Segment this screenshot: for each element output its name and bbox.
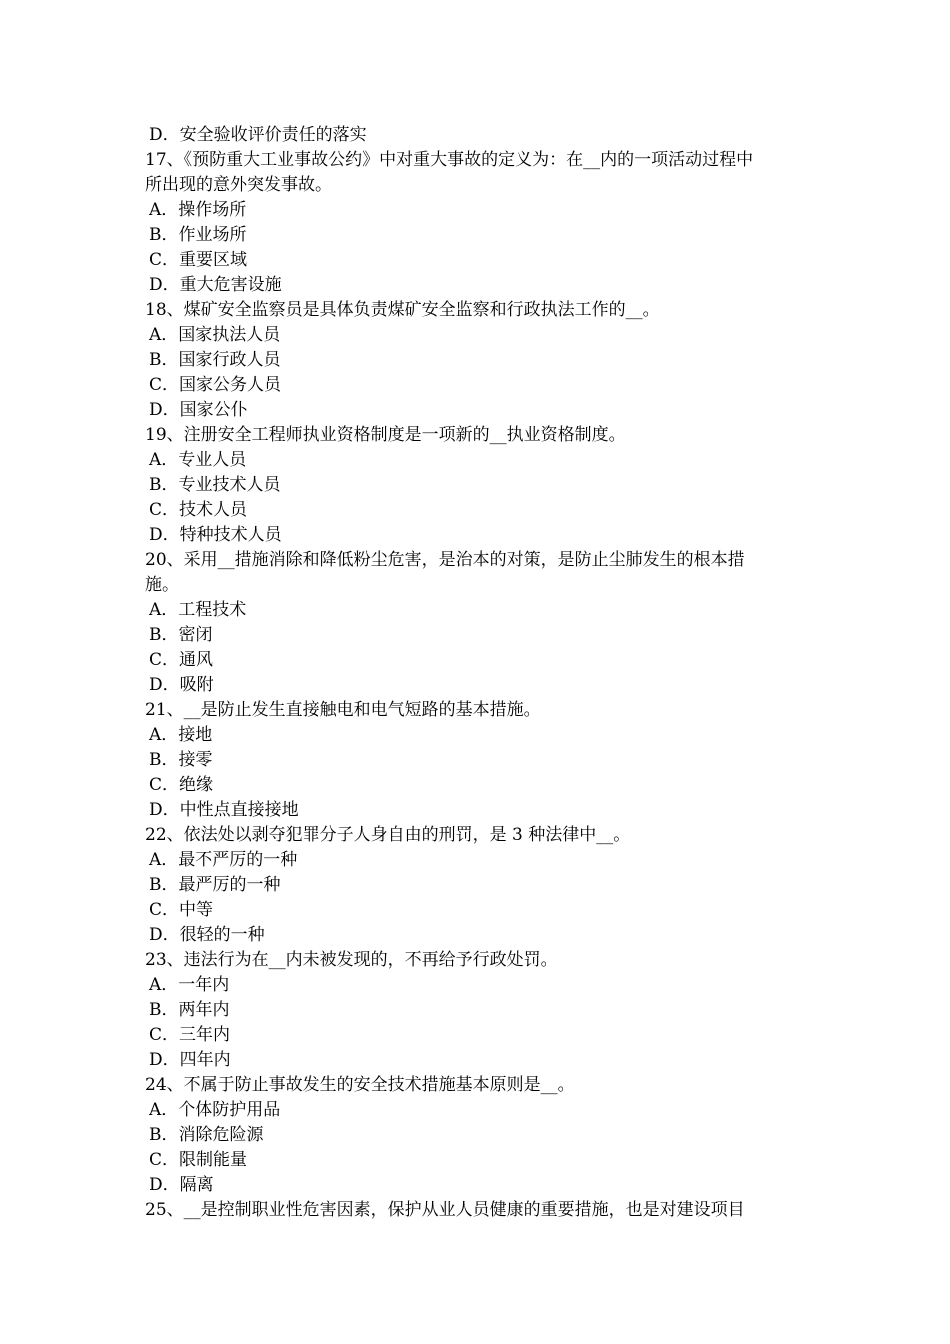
answer-option-line: B．两年内	[149, 1000, 230, 1020]
answer-option-line: D．特种技术人员	[149, 525, 282, 545]
answer-option-line: A．国家执法人员	[149, 325, 281, 345]
answer-option-line: D．很轻的一种	[149, 925, 265, 945]
answer-option-line: C．三年内	[149, 1025, 231, 1045]
answer-option-line: A．最不严厉的一种	[149, 850, 298, 870]
answer-option-line: A．接地	[149, 725, 213, 745]
answer-option-line: B．专业技术人员	[149, 475, 281, 495]
question-text-line: 22、依法处以剥夺犯罪分子人身自由的刑罚，是 3 种法律中__。	[145, 825, 631, 845]
question-text-line: 21、__是防止发生直接触电和电气短路的基本措施。	[145, 700, 541, 720]
question-text-line: 23、违法行为在__内未被发现的，不再给予行政处罚。	[145, 950, 558, 970]
answer-option-line: A．个体防护用品	[149, 1100, 281, 1120]
answer-option-line: A．工程技术	[149, 600, 247, 620]
answer-option-line: B．最严厉的一种	[149, 875, 281, 895]
question-text-line: 20、采用__措施消除和降低粉尘危害，是治本的对策，是防止尘肺发生的根本措	[145, 550, 745, 570]
answer-option-line: B．密闭	[149, 625, 213, 645]
answer-option-line: B．消除危险源	[149, 1125, 264, 1145]
answer-option-line: D．重大危害设施	[149, 275, 282, 295]
answer-option-line: D．安全验收评价责任的落实	[149, 125, 367, 145]
answer-option-line: C．重要区域	[149, 250, 248, 270]
answer-option-line: C．限制能量	[149, 1150, 248, 1170]
answer-option-line: C．国家公务人员	[149, 375, 282, 395]
answer-option-line: A．专业人员	[149, 450, 247, 470]
answer-option-line: B．国家行政人员	[149, 350, 281, 370]
answer-option-line: B．作业场所	[149, 225, 247, 245]
answer-option-line: D．中性点直接接地	[149, 800, 299, 820]
question-text-line: 19、注册安全工程师执业资格制度是一项新的__执业资格制度。	[145, 425, 626, 445]
exam-questions-body	[145, 123, 810, 1223]
answer-option-line: C．中等	[149, 900, 214, 920]
question-text-line: 18、煤矿安全监察员是具体负责煤矿安全监察和行政执法工作的__。	[145, 300, 660, 320]
answer-option-line: A．操作场所	[149, 200, 247, 220]
question-text-line: 所出现的意外突发事故。	[145, 175, 332, 195]
answer-option-line: D．四年内	[149, 1050, 231, 1070]
answer-option-line: D．吸附	[149, 675, 214, 695]
answer-option-line: C．技术人员	[149, 500, 248, 520]
answer-option-line: D．国家公仆	[149, 400, 248, 420]
answer-option-line: C．绝缘	[149, 775, 214, 795]
question-text-line: 24、不属于防止事故发生的安全技术措施基本原则是__。	[145, 1075, 575, 1095]
question-text-line: 17、《预防重大工业事故公约》中对重大事故的定义为：在__内的一项活动过程中	[145, 150, 754, 170]
answer-option-line: B．接零	[149, 750, 213, 770]
answer-option-line: C．通风	[149, 650, 214, 670]
question-text-line: 25、__是控制职业性危害因素，保护从业人员健康的重要措施，也是对建设项目	[145, 1200, 745, 1220]
answer-option-line: A．一年内	[149, 975, 230, 995]
answer-option-line: D．隔离	[149, 1175, 214, 1195]
question-text-line: 施。	[145, 575, 179, 595]
